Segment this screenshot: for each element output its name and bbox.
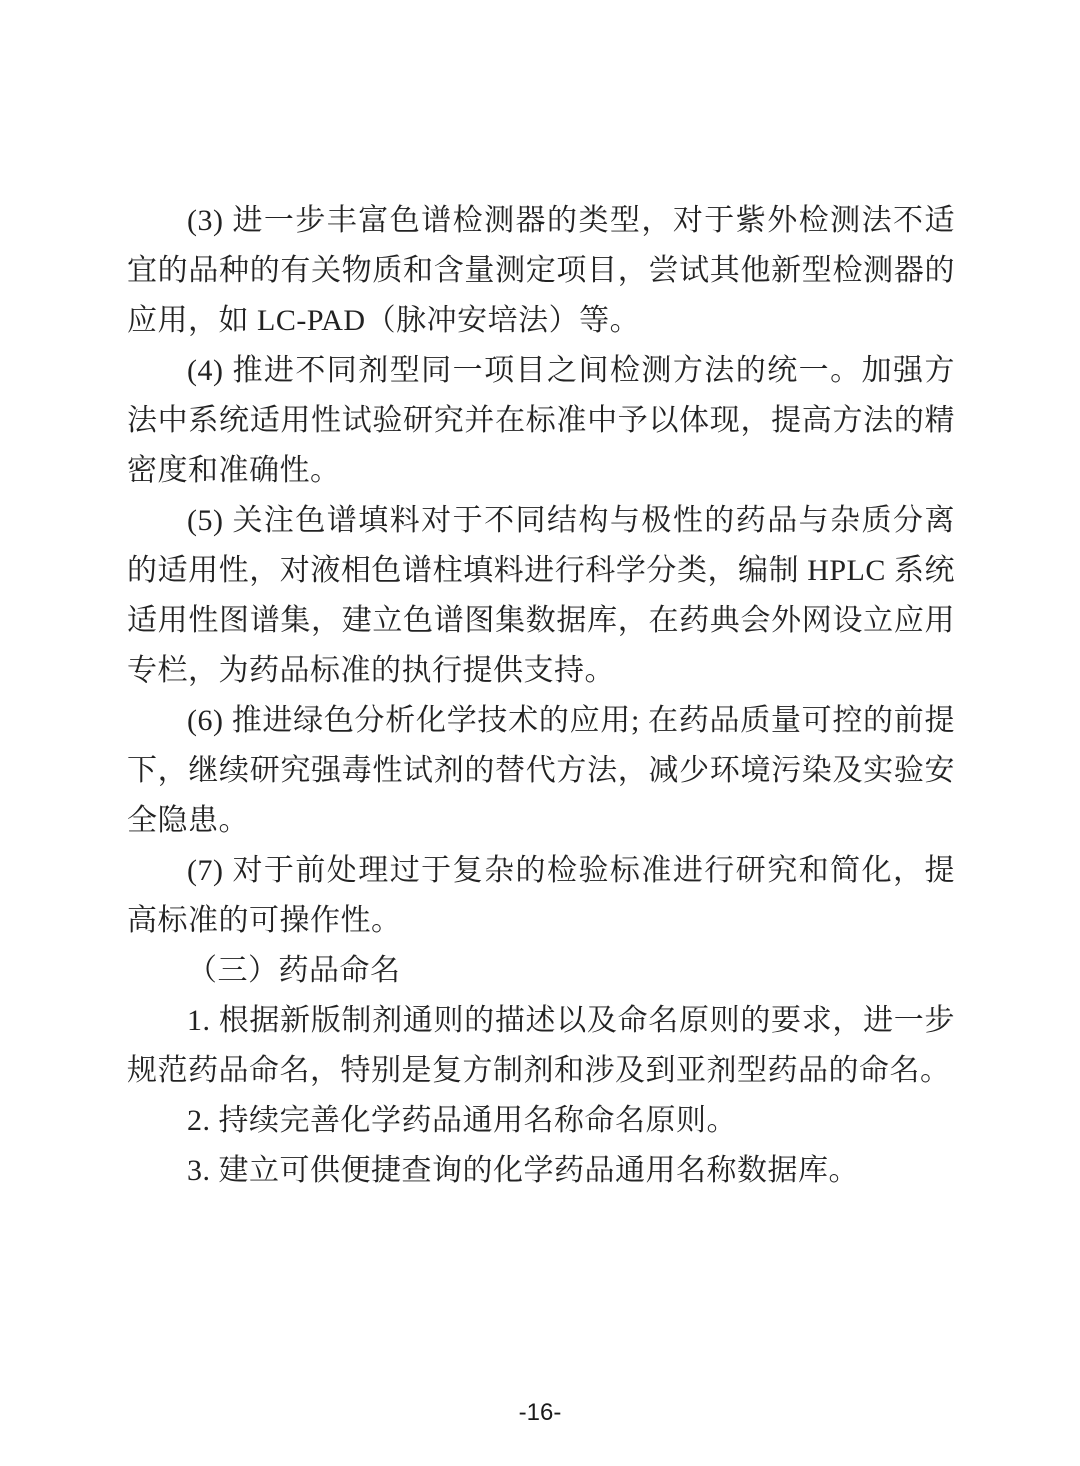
numbered-item-2: 2. 持续完善化学药品通用名称命名原则。 xyxy=(187,1104,737,1137)
document-body xyxy=(127,196,955,1196)
paragraph-item-7: (7) 对于前处理过于复杂的检验标准进行研究和简化，提高标准的可操作性。 xyxy=(127,854,955,937)
paragraph-item-3: (3) 进一步丰富色谱检测器的类型，对于紫外检测法不适宜的品种的有关物质和含量测定项目，尝试其他新型检测器的应用，如 LC-PAD（脉冲安培法）等。 xyxy=(127,204,955,337)
paragraph-item-6: (6) 推进绿色分析化学技术的应用; 在药品质量可控的前提下，继续研究强毒性试剂的替代方法，减少环境污染及实验安全隐患。 xyxy=(127,704,955,837)
paragraph-item-5: (5) 关注色谱填料对于不同结构与极性的药品与杂质分离的适用性，对液相色谱柱填料进行科学分类，编制 HPLC 系统适用性图谱集，建立色谱图集数据库，在药典会外网设立应用专栏，为药品标准的执行提供支持。 xyxy=(127,504,955,687)
section-heading-drug-naming: （三）药品命名 xyxy=(187,954,401,987)
paragraph-item-4: (4) 推进不同剂型同一项目之间检测方法的统一。加强方法中系统适用性试验研究并在标准中予以体现，提高方法的精密度和准确性。 xyxy=(127,354,955,487)
numbered-item-1: 1. 根据新版制剂通则的描述以及命名原则的要求，进一步规范药品命名，特别是复方制剂和涉及到亚剂型药品的命名。 xyxy=(127,1004,955,1087)
page-footer xyxy=(0,1398,1080,1428)
numbered-item-3: 3. 建立可供便捷查询的化学药品通用名称数据库。 xyxy=(187,1154,859,1187)
page-number: -16- xyxy=(518,1399,562,1426)
